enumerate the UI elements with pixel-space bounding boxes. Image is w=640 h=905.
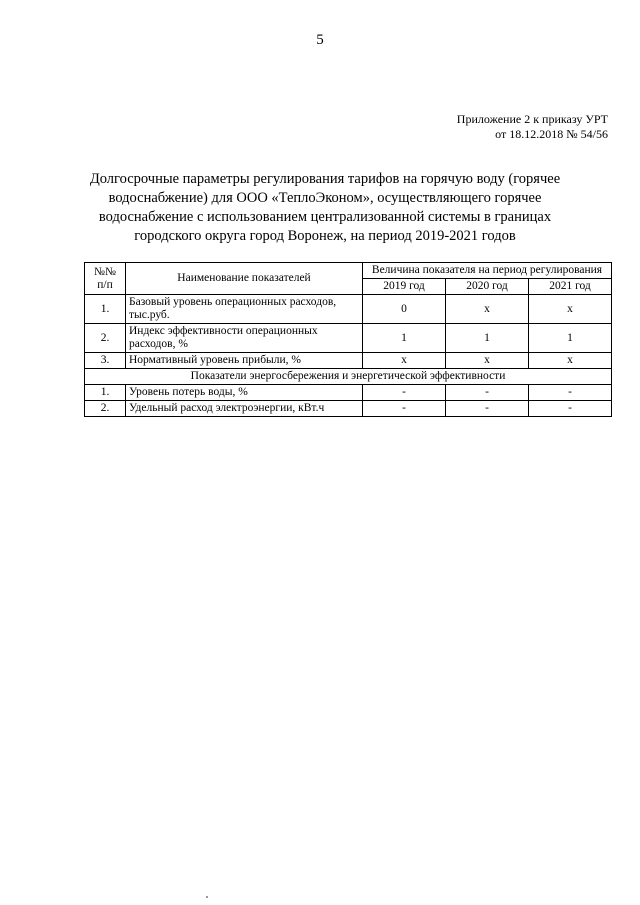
table-row — [85, 295, 612, 324]
header-name: Наименование показателей — [126, 263, 363, 295]
row-value-2019: х — [363, 353, 446, 369]
header-value-group: Величина показателя на период регулирования — [363, 263, 612, 279]
table-row — [85, 324, 612, 353]
row-value-2019: 1 — [363, 324, 446, 353]
row-value-2020: х — [446, 353, 529, 369]
row-value-2020: х — [446, 295, 529, 324]
row-value-2020: - — [446, 385, 529, 401]
table-row — [85, 353, 612, 369]
header-year-2021: 2021 год — [529, 279, 612, 295]
table-header-row — [85, 263, 612, 279]
row-value-2021: - — [529, 385, 612, 401]
row-num: 2. — [85, 401, 126, 417]
row-num: 3. — [85, 353, 126, 369]
row-value-2020: - — [446, 401, 529, 417]
row-name: Нормативный уровень прибыли, % — [126, 353, 363, 369]
page-number: 5 — [316, 32, 324, 48]
document-title: Долгосрочные параметры регулирования тарифов на горячую воду (горячее водоснабжение) для ООО «ТеплоЭконом», осуществляющего горячее водоснабжение с использованием централизованной системы в границах городского округа город Воронеж, на период 2019-2021 годов — [89, 171, 561, 244]
section-header-row — [85, 369, 612, 385]
row-value-2020: 1 — [446, 324, 529, 353]
row-value-2019: - — [363, 401, 446, 417]
row-name: Базовый уровень операционных расходов, тыс.руб. — [126, 295, 363, 324]
appendix-line-2: от 18.12.2018 № 54/56 — [495, 127, 608, 141]
parameters-table — [84, 262, 612, 417]
row-value-2021: - — [529, 401, 612, 417]
appendix-line-1: Приложение 2 к приказу УРТ — [456, 112, 608, 126]
appendix-reference — [457, 112, 608, 142]
row-name: Уровень потерь воды, % — [126, 385, 363, 401]
header-year-2019: 2019 год — [363, 279, 446, 295]
row-num: 1. — [85, 385, 126, 401]
row-name: Индекс эффективности операционных расходов, % — [126, 324, 363, 353]
section-title: Показатели энергосбережения и энергетической эффективности — [85, 369, 612, 385]
scan-mark — [206, 896, 208, 898]
row-num: 2. — [85, 324, 126, 353]
row-value-2019: 0 — [363, 295, 446, 324]
row-num: 1. — [85, 295, 126, 324]
table-row — [85, 385, 612, 401]
header-num: №№ п/п — [85, 263, 126, 295]
row-name: Удельный расход электроэнергии, кВт.ч — [126, 401, 363, 417]
row-value-2021: х — [529, 353, 612, 369]
row-value-2021: х — [529, 295, 612, 324]
row-value-2021: 1 — [529, 324, 612, 353]
table-row — [85, 401, 612, 417]
header-year-2020: 2020 год — [446, 279, 529, 295]
row-value-2019: - — [363, 385, 446, 401]
